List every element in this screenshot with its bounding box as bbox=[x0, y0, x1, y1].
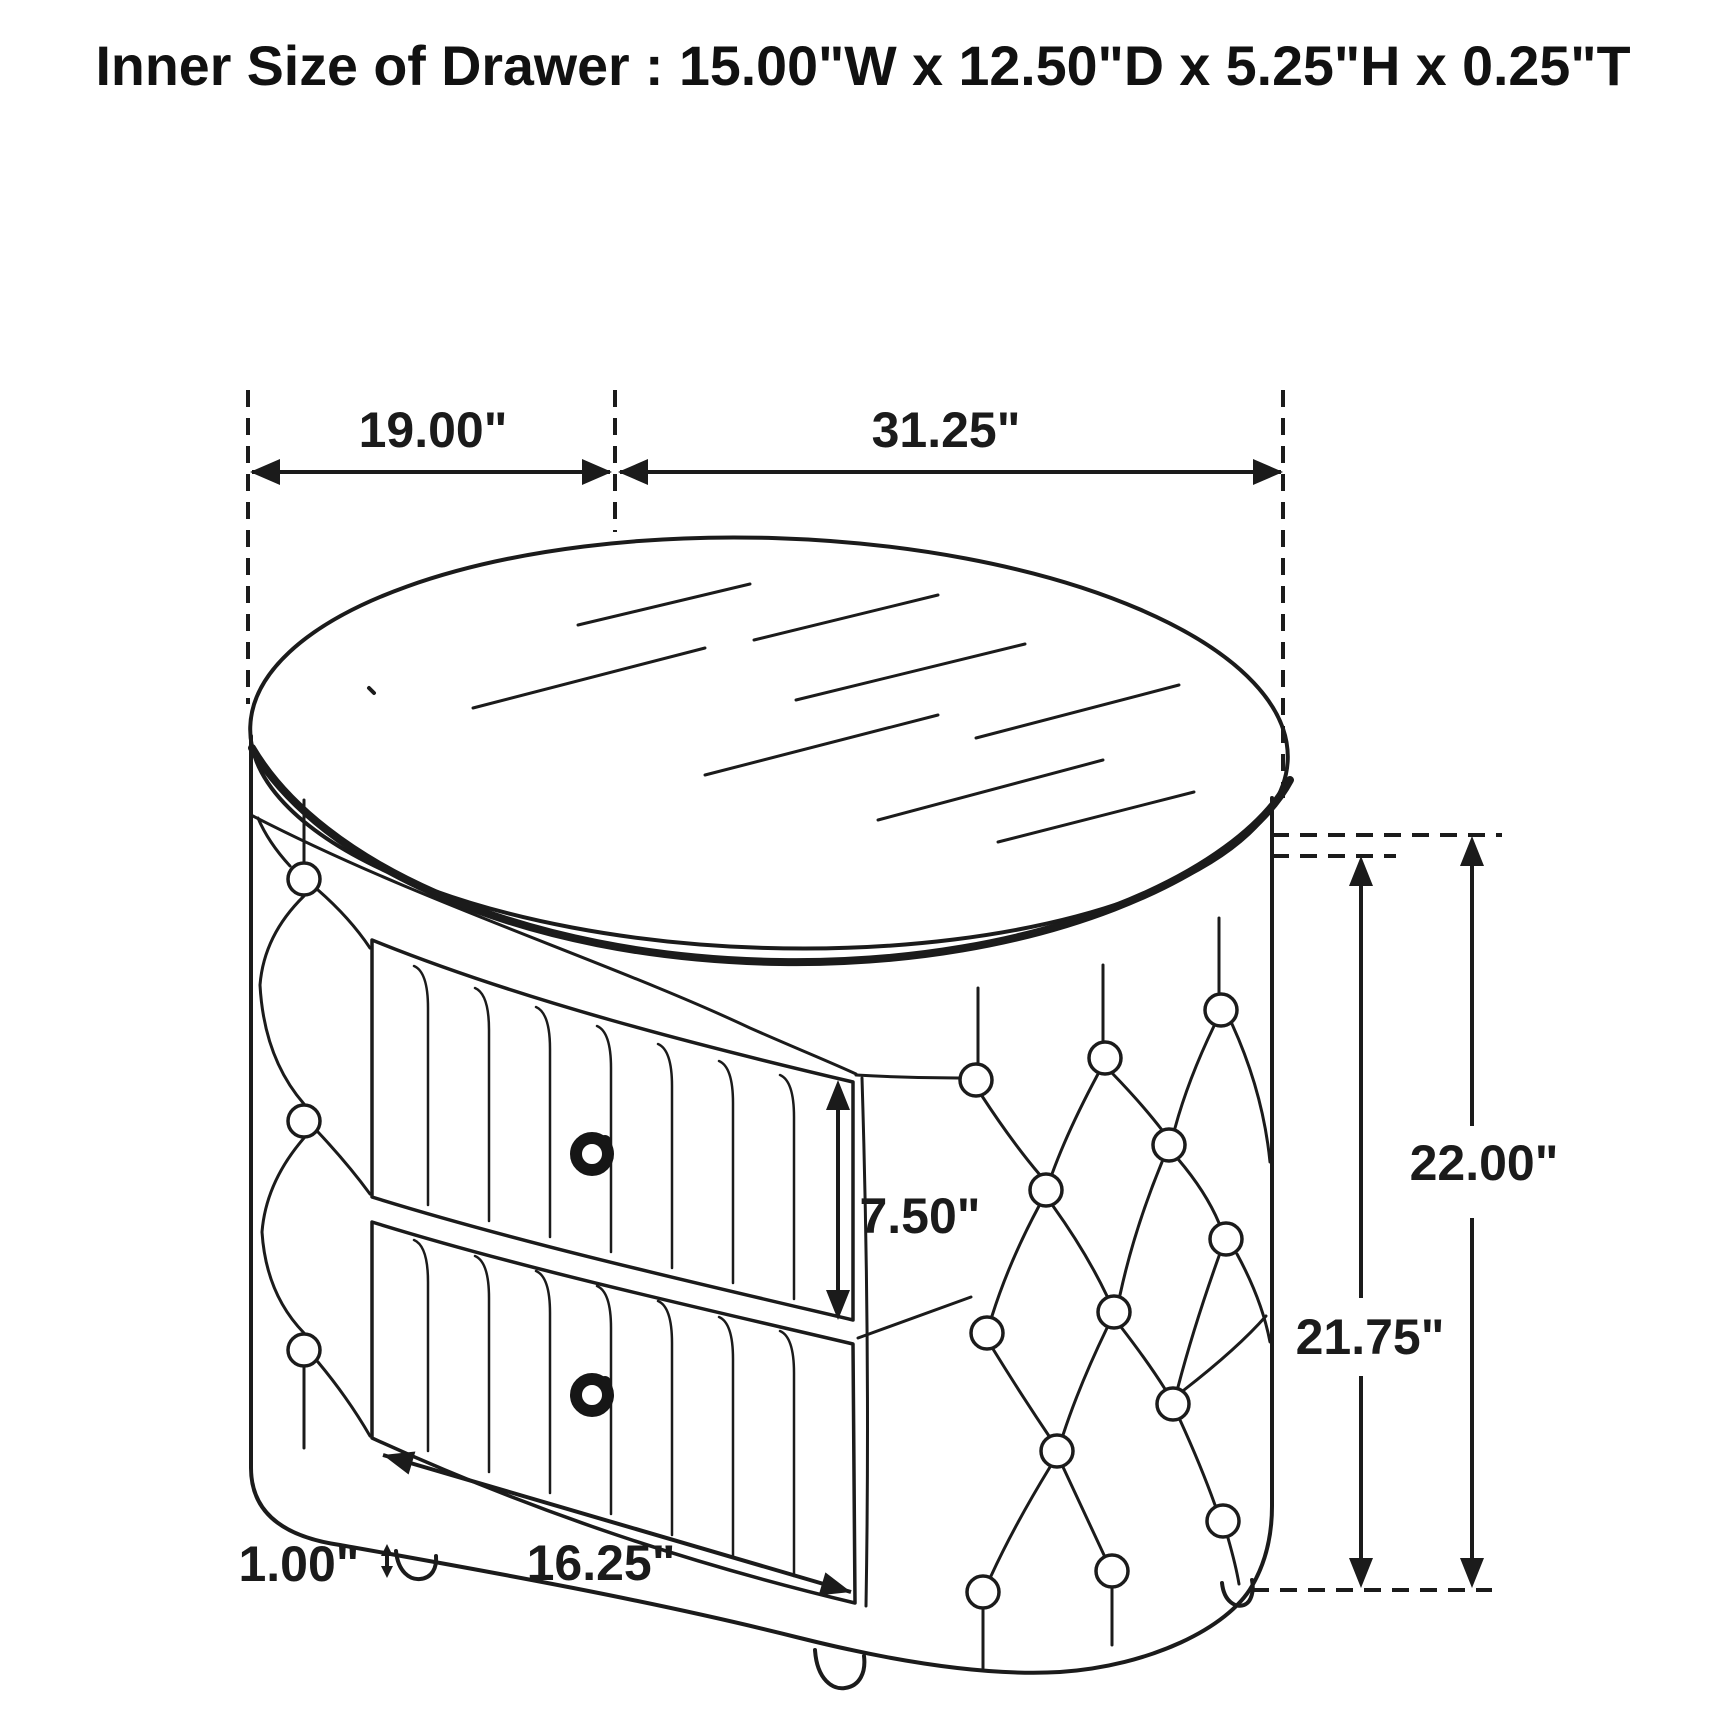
arrowhead-up-icon bbox=[1460, 836, 1484, 866]
dim-label-top-depth: 19.00" bbox=[358, 402, 508, 458]
dim-overall-height bbox=[1410, 836, 1559, 1588]
tuft-button bbox=[967, 1576, 999, 1608]
flute-line bbox=[536, 1007, 550, 1237]
flute-line bbox=[658, 1301, 672, 1535]
arrowhead-left-icon bbox=[250, 459, 280, 485]
flute-line bbox=[414, 1240, 428, 1451]
shine-line bbox=[473, 648, 705, 708]
tuft-line bbox=[982, 1096, 1040, 1175]
tuft-line bbox=[992, 1206, 1039, 1316]
foot-front-right bbox=[815, 1650, 864, 1688]
knob-highlight bbox=[599, 1376, 611, 1388]
tuft-button bbox=[1041, 1435, 1073, 1467]
arrowhead-down-icon bbox=[1460, 1558, 1484, 1588]
tuft-button bbox=[971, 1317, 1003, 1349]
dim-label-body-height: 21.75" bbox=[1295, 1309, 1445, 1365]
tuft-line bbox=[262, 1138, 304, 1333]
tuft-button bbox=[1157, 1388, 1189, 1420]
tuft-line bbox=[1232, 1024, 1270, 1162]
tuft-line bbox=[1063, 1328, 1107, 1435]
tuft-line bbox=[1178, 1159, 1219, 1223]
tuft-line bbox=[856, 1075, 958, 1078]
dim-body-height bbox=[1296, 856, 1445, 1588]
arrowhead-up-icon bbox=[381, 1544, 393, 1556]
right-tufted-panel bbox=[856, 918, 1270, 1668]
arrowhead-left-icon bbox=[383, 1452, 415, 1475]
tuft-line bbox=[858, 1297, 971, 1338]
tuft-button bbox=[1207, 1505, 1239, 1537]
tabletop-edge-thickness bbox=[252, 748, 1290, 962]
dim-label-overall-height: 22.00" bbox=[1409, 1135, 1559, 1191]
shine-line bbox=[754, 595, 938, 640]
tuft-button bbox=[1205, 994, 1237, 1026]
arrowhead-right-icon bbox=[819, 1572, 851, 1595]
tuft-line bbox=[1112, 1073, 1162, 1130]
body-front-top-edge bbox=[253, 816, 856, 1074]
drawer-upper-front bbox=[372, 940, 853, 1320]
drawer-knob-lower bbox=[576, 1376, 611, 1411]
tuft-line bbox=[260, 896, 304, 1104]
flute-line bbox=[414, 966, 428, 1205]
dim-drawer-height bbox=[826, 1080, 981, 1320]
tuft-button bbox=[1030, 1174, 1062, 1206]
flute-line bbox=[719, 1061, 733, 1283]
drawers bbox=[372, 940, 855, 1603]
dim-label-top-width: 31.25" bbox=[871, 402, 1021, 458]
tuft-button bbox=[288, 1105, 320, 1137]
arrowhead-right-icon bbox=[582, 459, 612, 485]
shine-line bbox=[705, 715, 938, 775]
left-tufted-panel bbox=[258, 800, 370, 1448]
extension-lines bbox=[248, 390, 1502, 1590]
drawer-knob-upper bbox=[576, 1135, 611, 1170]
dim-foot-height bbox=[238, 1536, 393, 1592]
dim-label-drawer-width: 16.25" bbox=[526, 1535, 676, 1591]
tuft-button bbox=[288, 1334, 320, 1366]
tabletop bbox=[244, 522, 1294, 964]
tuft-line bbox=[993, 1349, 1049, 1436]
shine-line bbox=[878, 760, 1103, 820]
tuft-line bbox=[1228, 1538, 1239, 1584]
glass-shine-lines bbox=[369, 584, 1194, 842]
arrowhead-down-icon bbox=[1349, 1558, 1373, 1588]
tuft-line bbox=[991, 1467, 1050, 1576]
tuft-line bbox=[1063, 1467, 1104, 1555]
tuft-line bbox=[1180, 1420, 1215, 1505]
tuft-line bbox=[1121, 1327, 1165, 1389]
arrowhead-right-icon bbox=[1253, 459, 1283, 485]
tuft-button bbox=[1098, 1296, 1130, 1328]
arrowhead-up-icon bbox=[1349, 856, 1373, 886]
dim-label-foot-height: 1.00" bbox=[238, 1536, 360, 1592]
tuft-line bbox=[1175, 1026, 1214, 1128]
knob-highlight bbox=[599, 1135, 611, 1147]
tuft-line bbox=[318, 1362, 370, 1436]
tuft-button bbox=[960, 1064, 992, 1096]
flute-line bbox=[780, 1331, 794, 1576]
shine-line bbox=[796, 644, 1025, 700]
dim-top-depth bbox=[250, 402, 612, 485]
tuft-button bbox=[1089, 1042, 1121, 1074]
shine-line bbox=[578, 584, 750, 625]
page-title: Inner Size of Drawer : 15.00"W x 12.50"D x 5.25"H x 0.25"T bbox=[95, 34, 1631, 97]
tuft-button bbox=[288, 863, 320, 895]
tuft-line bbox=[318, 890, 370, 948]
tuft-line bbox=[1052, 1074, 1098, 1174]
dim-top-width bbox=[618, 402, 1283, 485]
flute-line bbox=[475, 1256, 489, 1472]
flute-line bbox=[536, 1271, 550, 1493]
tuft-line bbox=[1053, 1206, 1107, 1296]
flute-line bbox=[719, 1317, 733, 1556]
flute-line bbox=[475, 988, 489, 1221]
arrowhead-left-icon bbox=[618, 459, 648, 485]
dim-label-drawer-height: 7.50" bbox=[859, 1188, 981, 1244]
tuft-button bbox=[1153, 1129, 1185, 1161]
body-front-right-corner bbox=[862, 1078, 867, 1606]
tuft-button bbox=[1096, 1555, 1128, 1587]
shine-line bbox=[976, 685, 1179, 738]
shine-line bbox=[998, 792, 1194, 842]
tuft-line bbox=[1120, 1162, 1162, 1295]
tuft-line bbox=[318, 1132, 370, 1194]
arrowhead-up-icon bbox=[826, 1080, 850, 1110]
tuft-button bbox=[1210, 1223, 1242, 1255]
arrowhead-down-icon bbox=[381, 1566, 393, 1578]
flute-line bbox=[780, 1075, 794, 1299]
shine-dot bbox=[369, 688, 374, 693]
flute-line bbox=[658, 1044, 672, 1268]
